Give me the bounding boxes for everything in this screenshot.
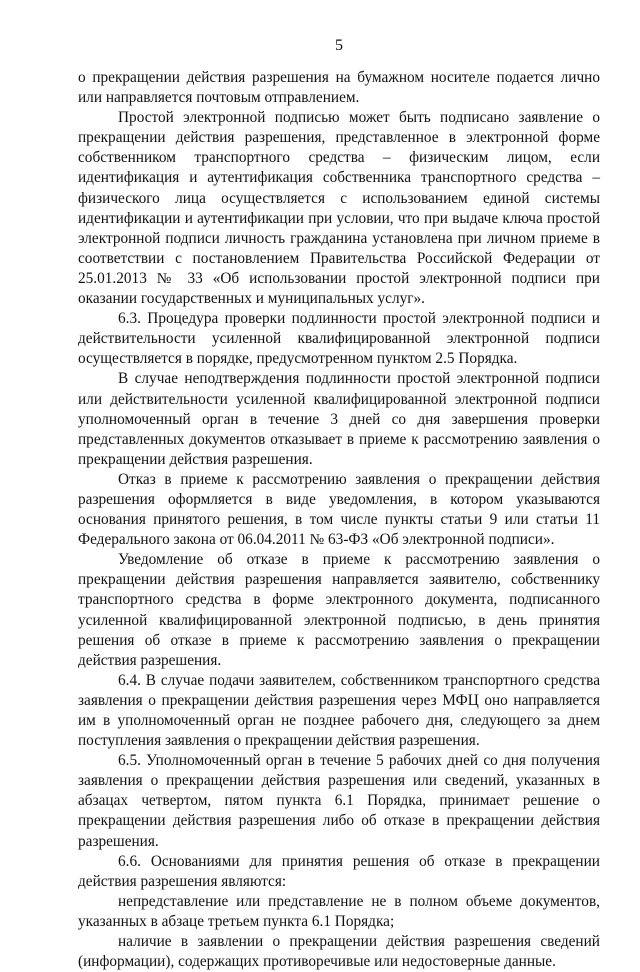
paragraph-6: Уведомление об отказе в приеме к рассмотрению заявления о прекращении действия разрешения направляется заявителю, собственнику транспортного средства в форме электронного документа, подписанного усиленной квалифицированной электронной подписью, в день принятия решения об отказе в приеме к рассмотрению заявления о прекращении действия разрешения. <box>78 551 600 669</box>
paragraph-3: 6.3. Процедура проверки подлинности простой электронной подписи и действительности усиленной квалифицированной электронной подписи осуществляется в порядке, предусмотренном пунктом 2.5 Порядка. <box>78 310 600 368</box>
paragraph-10: непредставление или представление не в полном объеме документов, указанных в абзаце третьем пункта 6.1 Порядка; <box>78 892 600 930</box>
document-page <box>78 36 600 972</box>
paragraph-8: 6.5. Уполномоченный орган в течение 5 рабочих дней со дня получения заявления о прекращении действия разрешения или сведений, указанных в абзацах четвертом, пятом пункта 6.1 Порядка, принимает решение о прекращении действия разрешения либо об отказе в прекращении действия разрешения. <box>78 752 600 850</box>
paragraph-5: Отказ в приеме к рассмотрению заявления о прекращении действия разрешения оформляется в виде уведомления, в котором указываются основания принятого решения, в том числе пункты статьи 9 или статьи 11 Федерального закона от 06.04.2011 № 63-ФЗ «Об электронной подписи». <box>78 470 600 549</box>
paragraph-2: Простой электронной подписью может быть подписано заявление о прекращении действия разрешения, представленное в электронной форме собственником транспортного средства – физическим лицом, если идентификация и аутентификация собственника транспортного средства – физического лица осуществляется с использованием единой системы идентификации и аутентификации при условии, что при выдаче ключа простой электронной подписи личность гражданина установлена при личном приеме в соответствии с постановлением Правительства Российской Федерации от 25.01.2013 № 33 «Об использовании простой электронной подписи при оказании государственных и муниципальных услуг». <box>78 109 600 308</box>
paragraph-9: 6.6. Основаниями для принятия решения об отказе в прекращении действия разрешения являются: <box>78 852 600 890</box>
paragraph-11: наличие в заявлении о прекращении действия разрешения сведений (информации), содержащих противоречивые или недостоверные данные. <box>78 933 600 971</box>
page-number: 5 <box>335 37 343 54</box>
paragraph-1: о прекращении действия разрешения на бумажном носителе подается лично или направляется почтовым отправлением. <box>78 69 600 107</box>
paragraph-4: В случае неподтверждения подлинности простой электронной подписи или действительности усиленной квалифицированной электронной подписи уполномоченный орган в течение 3 дней со дня завершения проверки представленных документов отказывает в приеме к рассмотрению заявления о прекращении действия разрешения. <box>78 370 600 468</box>
paragraph-7: 6.4. В случае подачи заявителем, собственником транспортного средства заявления о прекращении действия разрешения через МФЦ оно направляется им в уполномоченный орган не позднее рабочего дня, следующего за днем поступления заявления о прекращении действия разрешения. <box>78 671 600 750</box>
